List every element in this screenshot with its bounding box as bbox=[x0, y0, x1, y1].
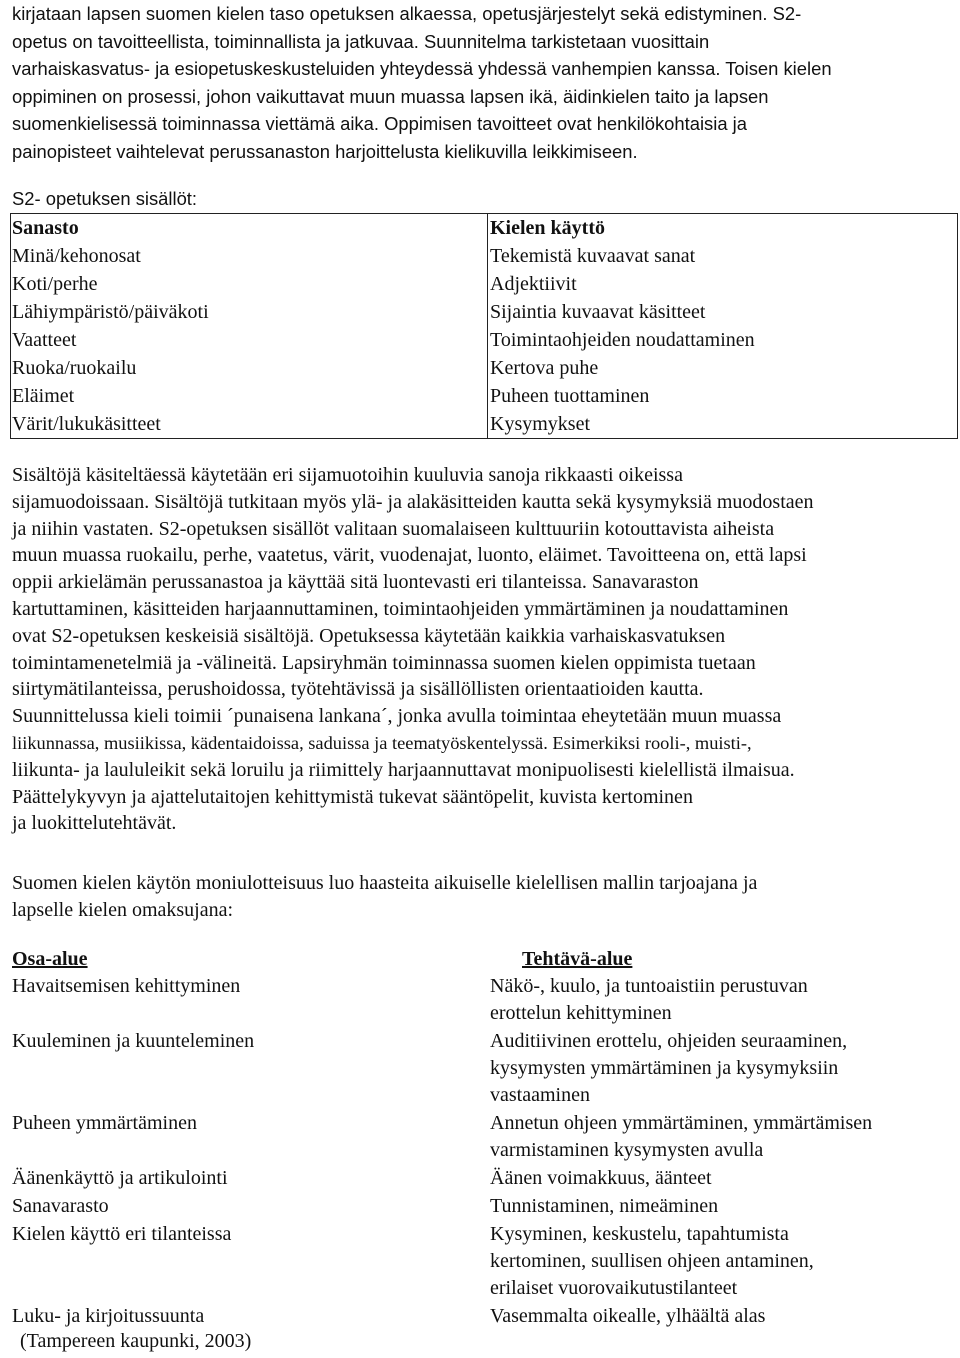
list-item: Kysymykset bbox=[490, 413, 590, 435]
text-line: liikunnassa, musiikissa, kädentaidoissa, saduissa ja teematyöskentelyssä. Esimerkiksi rooli-, muisti-, bbox=[12, 732, 752, 753]
text-line: oppiminen on prosessi, johon vaikuttavat muun muassa lapsen ikä, äidinkielen taito ja lapsen bbox=[12, 85, 769, 107]
citation: (Tampereen kaupunki, 2003) bbox=[20, 1330, 252, 1352]
table-row-area: Sanavarasto bbox=[12, 1195, 109, 1217]
text-line: toimintamenetelmiä ja -välineitä. Lapsiryhmän toiminnassa suomen kielen oppimista tuetaan bbox=[12, 651, 756, 674]
list-item: Ruoka/ruokailu bbox=[12, 357, 137, 379]
text-line: painopisteet vaihtelevat perussanaston harjoittelusta kielikuvilla leikkimiseen. bbox=[12, 140, 638, 162]
table-row-area: Kielen käyttö eri tilanteissa bbox=[12, 1223, 232, 1245]
list-item: Vaatteet bbox=[12, 329, 77, 351]
text-line: lapselle kielen omaksujana: bbox=[12, 899, 234, 921]
table-row-task: Kysyminen, keskustelu, tapahtumista kertominen, suullisen ohjeen antaminen, erilaiset vuorovaikutustilanteet bbox=[490, 1223, 814, 1299]
text-line: Suomen kielen käytön moniulotteisuus luo haasteita aikuiselle kielellisen mallin tarjoajana ja bbox=[12, 872, 758, 894]
main-paragraph bbox=[12, 462, 957, 837]
text-line: sijamuodoissaan. Sisältöjä tutkitaan myös ylä- ja alakäsitteiden kautta sekä kysymyksiä muodostaen bbox=[12, 490, 814, 513]
table-row-task: Annetun ohjeen ymmärtäminen, ymmärtämisen varmistaminen kysymysten avulla bbox=[490, 1112, 873, 1161]
table-row-task: Auditiivinen erottelu, ohjeiden seuraaminen, kysymysten ymmärtäminen ja kysymyksiin vastaaminen bbox=[490, 1030, 848, 1106]
table-row-area: Puheen ymmärtäminen bbox=[12, 1112, 197, 1134]
contents-table bbox=[10, 213, 958, 439]
table-row-task: Näkö-, kuulo, ja tuntoaistiin perustuvan erottelun kehittyminen bbox=[490, 975, 808, 1024]
table-row-area: Luku- ja kirjoitussuunta bbox=[12, 1305, 205, 1327]
list-item: Kertova puhe bbox=[490, 357, 599, 379]
second-intro-paragraph bbox=[12, 870, 957, 924]
table-row-area: Havaitsemisen kehittyminen bbox=[12, 975, 241, 997]
text-line: Sisältöjä käsiteltäessä käytetään eri sijamuotoihin kuuluvia sanoja rikkaasti oikeissa bbox=[12, 464, 683, 486]
text-line: Päättelykyvyn ja ajattelutaitojen kehittymistä tukevat sääntöpelit, kuvista kertominen bbox=[12, 785, 693, 808]
column-header-kielen-kaytto: Kielen käyttö bbox=[490, 217, 605, 239]
text-line: ja luokittelutehtävät. bbox=[12, 812, 177, 835]
column-header-tehtava-alue: Tehtävä-alue bbox=[522, 948, 633, 970]
list-item: Adjektiivit bbox=[490, 273, 577, 295]
list-item: Tekemistä kuvaavat sanat bbox=[490, 245, 696, 267]
text-line: muun muassa ruokailu, perhe, vaatetus, värit, vuodenajat, luonto, eläimet. Tavoitteena on, että lapsi bbox=[12, 544, 807, 567]
list-item: Puheen tuottaminen bbox=[490, 385, 650, 407]
text-line: oppii arkielämän perussanastoa ja käyttää sitä luontevasti eri tilanteissa. Sanavaraston bbox=[12, 571, 699, 594]
contents-heading: S2- opetuksen sisällöt: bbox=[12, 188, 198, 209]
text-line: varhaiskasvatus- ja esiopetuskeskusteluiden yhteydessä yhdessä vanhempien kanssa. Toisen kielen bbox=[12, 58, 832, 79]
list-item: Eläimet bbox=[12, 385, 75, 407]
table-row-task: Tunnistaminen, nimeäminen bbox=[490, 1195, 719, 1217]
column-header-sanasto: Sanasto bbox=[12, 217, 79, 239]
text-line: Suunnittelussa kieli toimii ´punaisena lankana´, jonka avulla toimintaa eheytetään muun muassa bbox=[12, 705, 782, 728]
contents-table-left-cell bbox=[11, 214, 488, 439]
list-item: Toimintaohjeiden noudattaminen bbox=[490, 329, 755, 351]
list-item: Minä/kehonosat bbox=[12, 245, 141, 267]
text-line: liikunta- ja laululeikit sekä loruilu ja riimittely harjaannuttavat monipuolisesti kielellistä ilmaisua. bbox=[12, 758, 795, 781]
list-item: Värit/lukukäsitteet bbox=[12, 413, 161, 435]
text-line: ovat S2-opetuksen keskeisiä sisältöjä. Opetuksessa käytetään kaikkia varhaiskasvatuksen bbox=[12, 624, 726, 647]
text-line: kartuttaminen, käsitteiden harjaannuttaminen, toimintaohjeiden ymmärtäminen ja noudattaminen bbox=[12, 597, 789, 620]
intro-paragraph bbox=[12, 0, 952, 165]
text-line: ja niihin vastaten. S2-opetuksen sisällöt valitaan suomalaiseen kulttuuriin kotouttavista aiheista bbox=[12, 517, 775, 540]
table-row-task: Äänen voimakkuus, äänteet bbox=[490, 1167, 712, 1189]
table-row-area: Kuuleminen ja kuunteleminen bbox=[12, 1030, 255, 1052]
contents-table-right-cell bbox=[488, 214, 958, 439]
list-item: Koti/perhe bbox=[12, 273, 98, 295]
areas-table bbox=[0, 944, 960, 1334]
list-item: Sijaintia kuvaavat käsitteet bbox=[490, 301, 706, 323]
column-header-osa-alue: Osa-alue bbox=[12, 948, 88, 970]
text-line: suomenkielisessä toiminnassa viettämä aika. Oppimisen tavoitteet ovat henkilökohtaisia ja bbox=[12, 113, 747, 134]
table-row-area: Äänenkäyttö ja artikulointi bbox=[12, 1167, 228, 1189]
table-row-task: Vasemmalta oikealle, ylhäältä alas bbox=[490, 1305, 766, 1327]
text-line: opetus on tavoitteellista, toiminnallista ja jatkuvaa. Suunnitelma tarkistetaan vuosittain bbox=[12, 30, 710, 52]
list-item: Lähiympäristö/päiväkoti bbox=[12, 301, 209, 323]
text-line: siirtymätilanteissa, perushoidossa, työtehtävissä ja sisällöllisten orientaatioiden kautta. bbox=[12, 678, 704, 701]
text-line: kirjataan lapsen suomen kielen taso opetuksen alkaessa, opetusjärjestelyt sekä edistyminen. S2- bbox=[12, 3, 802, 24]
